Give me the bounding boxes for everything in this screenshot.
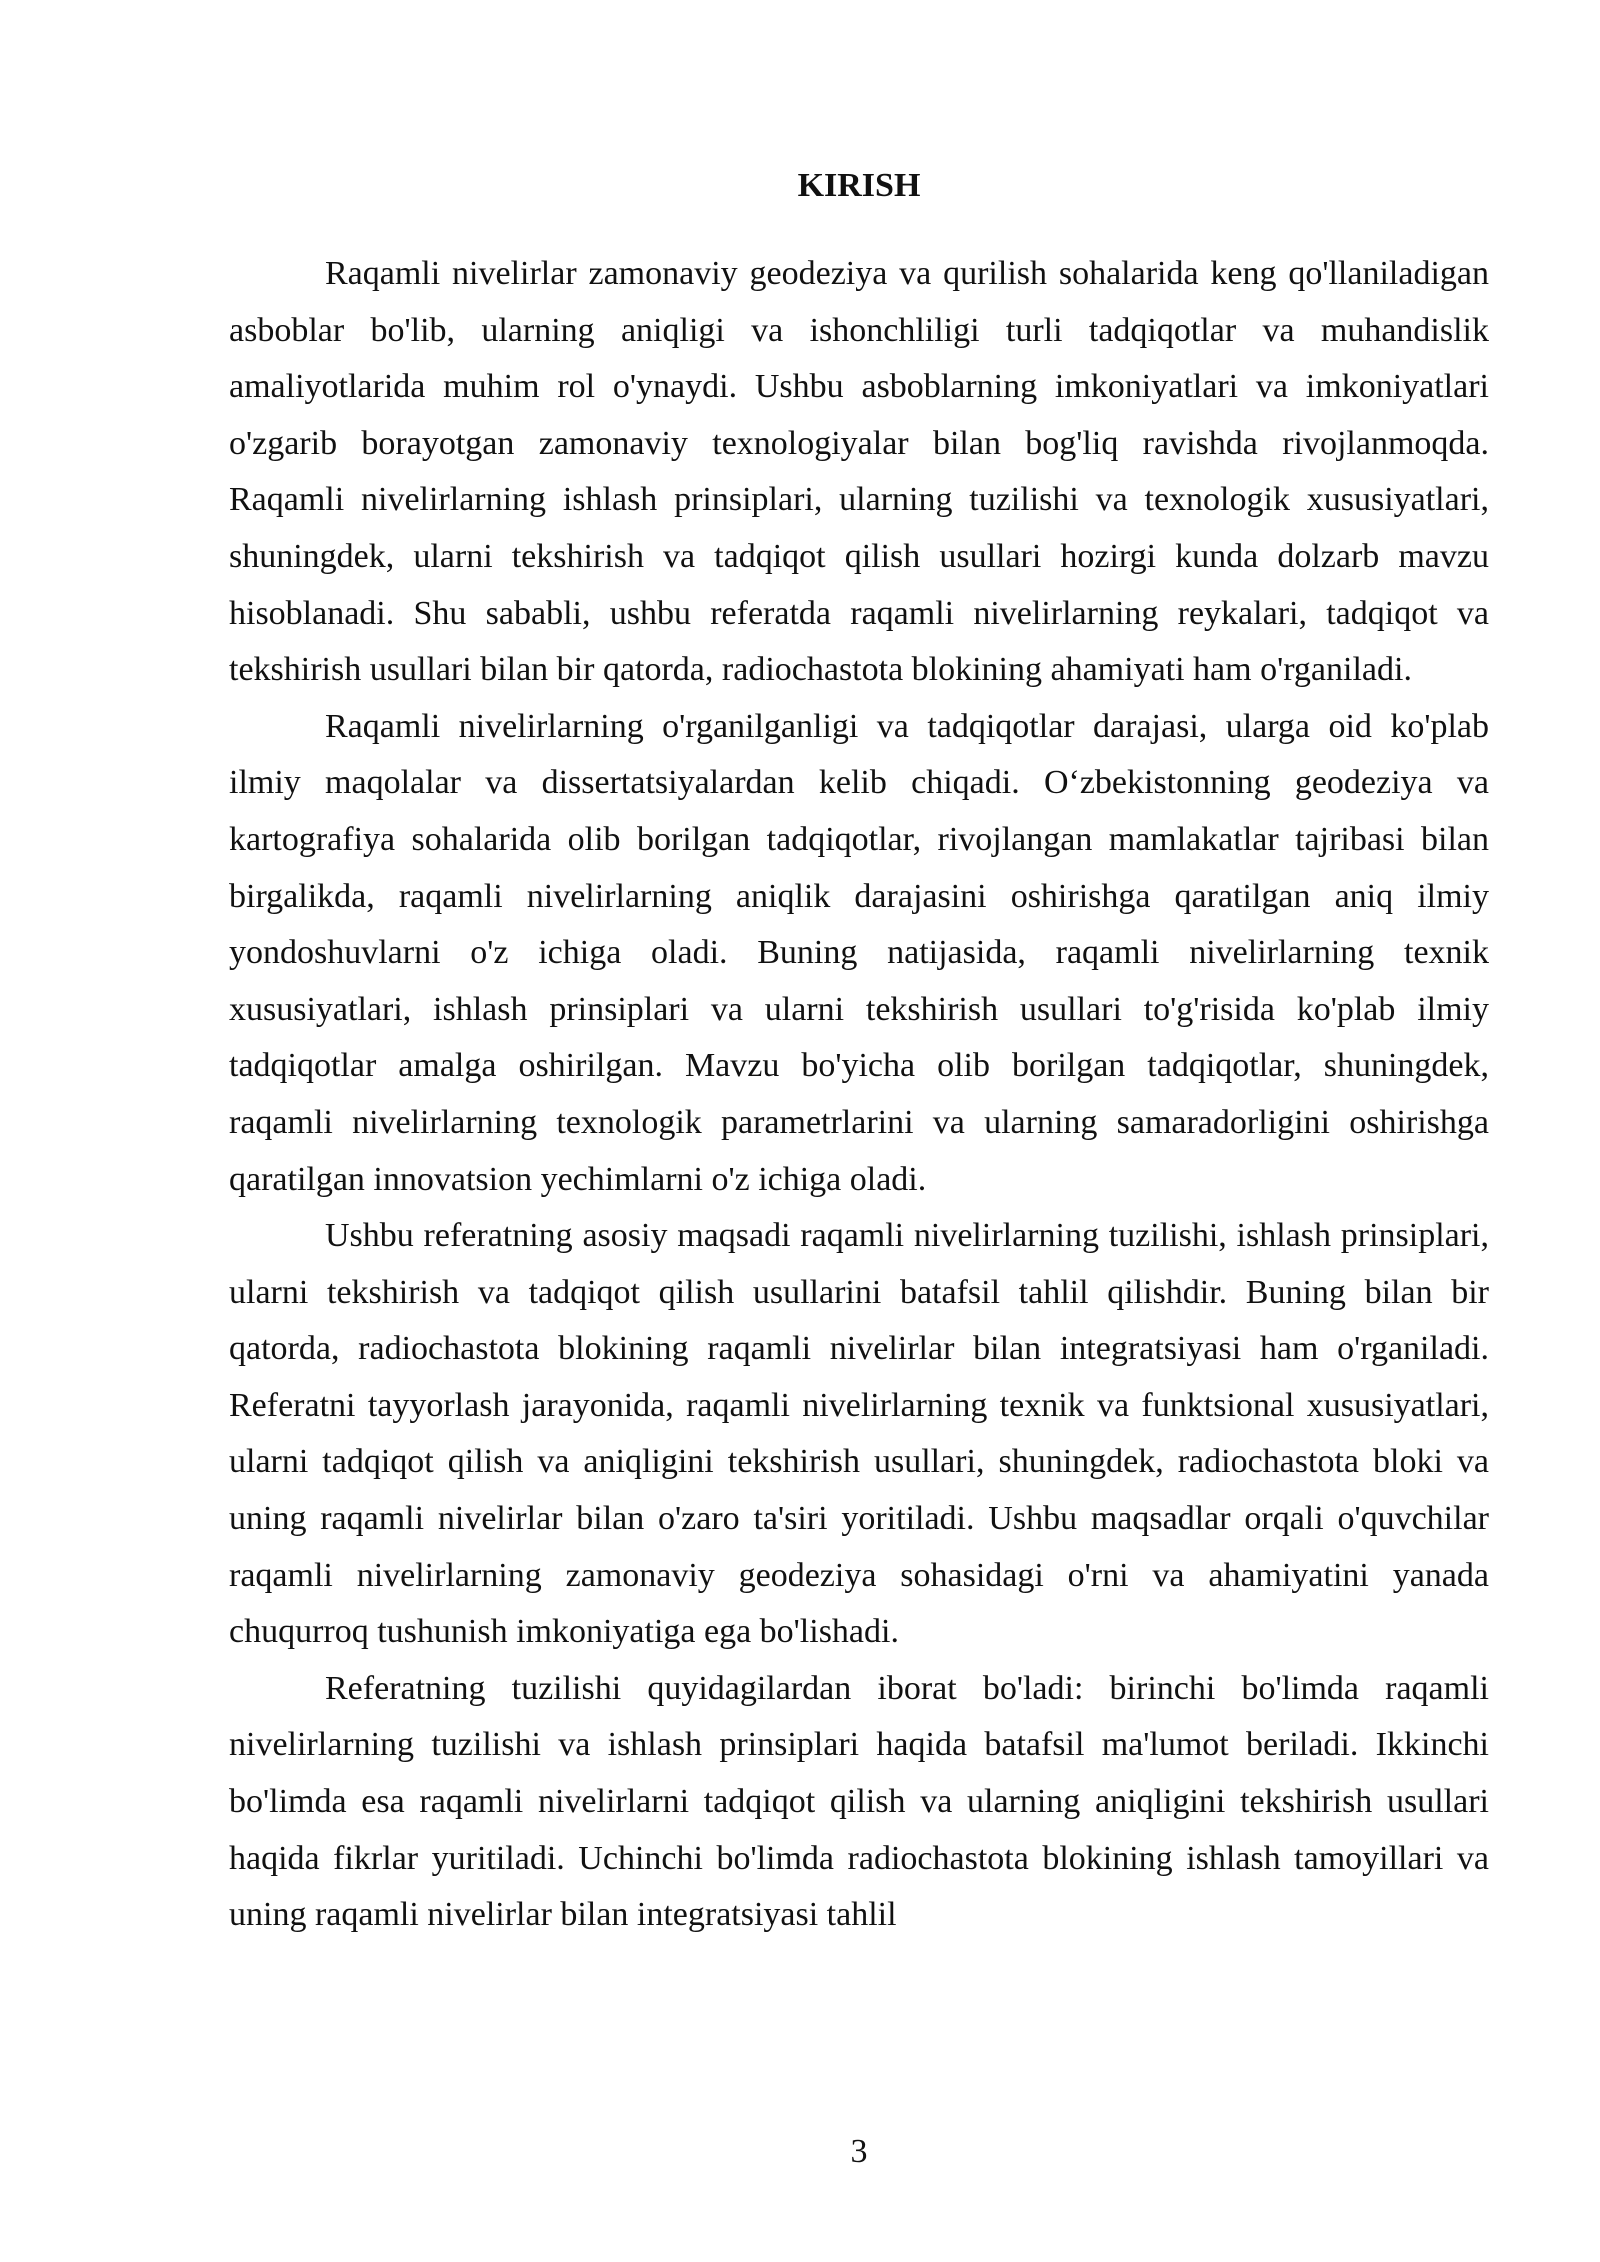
document-body <box>229 246 1489 1944</box>
paragraph-1: Raqamli nivelirlar zamonaviy geodeziya va qurilish sohalarida keng qo'llaniladigan asboblar bo'lib, ularning aniqligi va ishonchliligi turli tadqiqotlar va muhandislik amaliyotlarida muhim rol o'ynaydi. Ushbu asboblarning imkoniyatlari va imkoniyatlari o'zgarib borayotgan zamonaviy texnologiyalar bilan bog'liq ravishda rivojlanmoqda. Raqamli nivelirlarning ishlash prinsiplari, ularning tuzilishi va texnologik xususiyatlari, shuningdek, ularni tekshirish va tadqiqot qilish usullari hozirgi kunda dolzarb mavzu hisoblanadi. Shu sababli, ushbu referatda raqamli nivelirlarning reykalari, tadqiqot va tekshirish usullari bilan bir qatorda, radiochastota blokining ahamiyati ham o'rganiladi. <box>229 255 1489 689</box>
page-number: 3 <box>850 2133 868 2170</box>
page-title: KIRISH <box>797 167 921 204</box>
paragraph-3: Ushbu referatning asosiy maqsadi raqamli nivelirlarning tuzilishi, ishlash prinsiplari, ularni tekshirish va tadqiqot qilish usullarini batafsil tahlil qilishdir. Buning bilan bir qatorda, radiochastota blokining raqamli nivelirlar bilan integratsiyasi ham o'rganiladi. Referatni tayyorlash jarayonida, raqamli nivelirlarning texnik va funktsional xususiyatlari, ularni tadqiqot qilish va aniqligini tekshirish usullari, shuningdek, radiochastota bloki va uning raqamli nivelirlar bilan o'zaro ta'siri yoritiladi. Ushbu maqsadlar orqali o'quvchilar raqamli nivelirlarning zamonaviy geodeziya sohasidagi o'rni va ahamiyatini yanada chuqurroq tushunish imkoniyatiga ega bo'lishadi. <box>229 1217 1489 1651</box>
paragraph-4: Referatning tuzilishi quyidagilardan iborat bo'ladi: birinchi bo'limda raqamli nivelirlarning tuzilishi va ishlash prinsiplari haqida batafsil ma'lumot beriladi. Ikkinchi bo'limda esa raqamli nivelirlarni tadqiqot qilish va ularning aniqligini tekshirish usullari haqida fikrlar yuritiladi. Uchinchi bo'limda radiochastota blokining ishlash tamoyillari va uning raqamli nivelirlar bilan integratsiyasi tahlil <box>229 1669 1489 1934</box>
paragraph-2: Raqamli nivelirlarning o'rganilganligi va tadqiqotlar darajasi, ularga oid ko'plab ilmiy maqolalar va dissertatsiyalardan kelib chiqadi. O‘zbekistonning geodeziya va kartografiya sohalarida olib borilgan tadqiqotlar, rivojlangan mamlakatlar tajribasi bilan birgalikda, raqamli nivelirlarning aniqlik darajasini oshirishga qaratilgan aniq ilmiy yondoshuvlarni o'z ichiga oladi. Buning natijasida, raqamli nivelirlarning texnik xususiyatlari, ishlash prinsiplari va ularni tekshirish usullari to'g'risida ko'plab ilmiy tadqiqotlar amalga oshirilgan. Mavzu bo'yicha olib borilgan tadqiqotlar, shuningdek, raqamli nivelirlarning texnologik parametrlarini va ularning samaradorligini oshirishga qaratilgan innovatsion yechimlarni o'z ichiga oladi. <box>229 707 1489 1198</box>
